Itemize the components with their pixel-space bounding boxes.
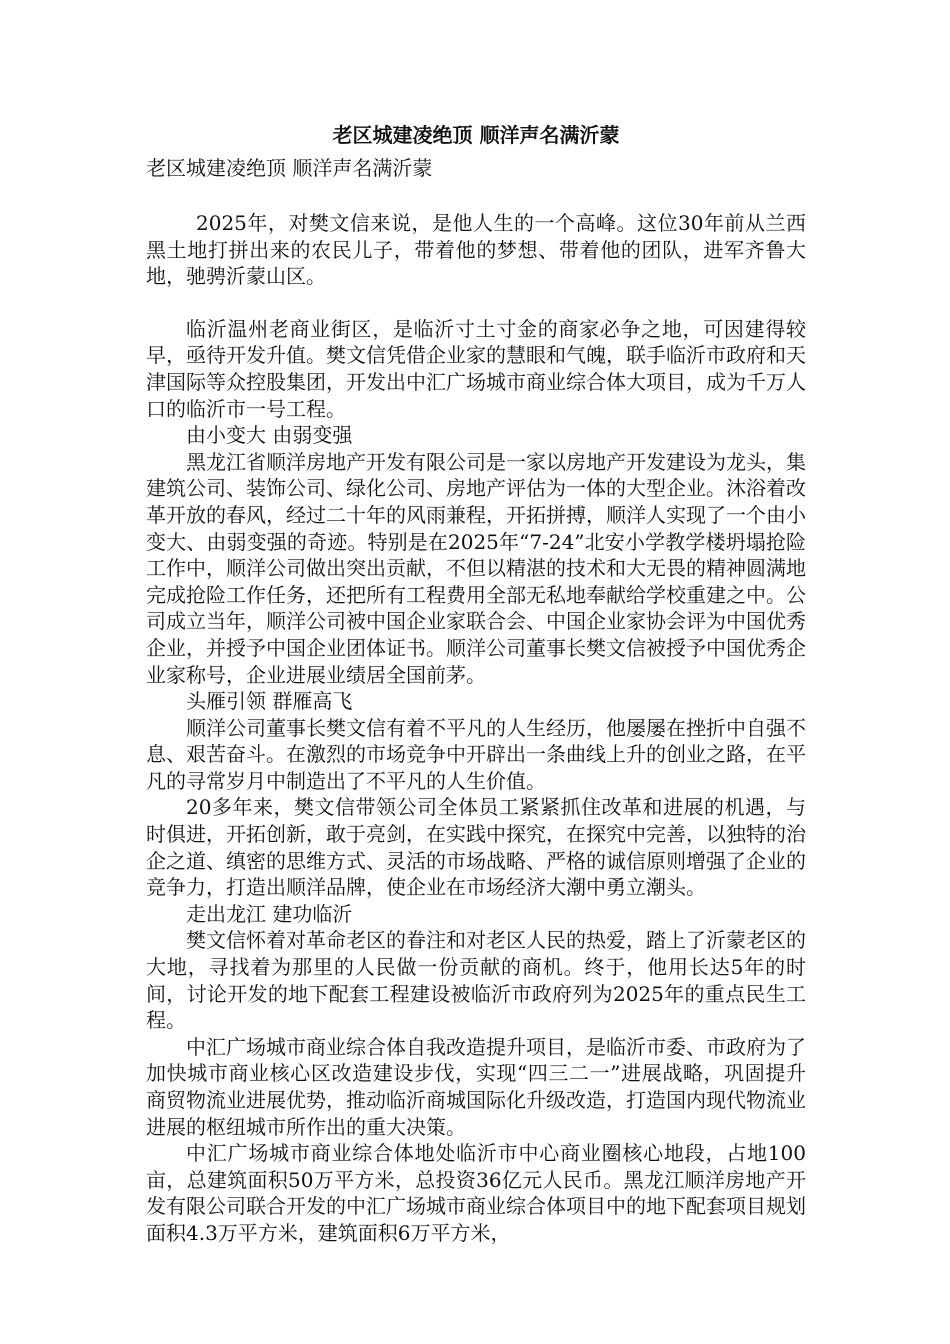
paragraph: 中汇广场城市商业综合体地处临沂市中心商业圈核心地段，占地100亩，总建筑面积50万平方米，总投资36亿元人民币。黑龙江顺洋房地产开发有限公司联合开发的中汇广场城市商业综合体项目中的地下配套项目规划面积4.3万平方米，建筑面积6万平方米，: [146, 1141, 806, 1245]
paragraph: 黑龙江省顺洋房地产开发有限公司是一家以房地产开发建设为龙头，集建筑公司、装饰公司、绿化公司、房地产评估为一体的大型企业。沐浴着改革开放的春风，经过二十年的风雨兼程，开拓拼搏，顺洋人实现了一个由小变大、由弱变强的奇迹。特别是在2025年“7-24”北安小学教学楼坍塌抢险工作中，顺洋公司做出突出贡献，不但以精湛的技术和大无畏的精神圆满地完成抢险工作任务，还把所有工程费用全部无私地奉献给学校重建之中。公司成立当年，顺洋公司被中国企业家联合会、中国企业家协会评为中国优秀企业，并授予中国企业团体证书。顺洋公司董事长樊文信被授予中国优秀企业家称号，企业进展业绩居全国前茅。: [146, 449, 806, 687]
section-heading: 由小变大 由弱变强: [186, 423, 353, 448]
paragraph: 临沂温州老商业街区，是临沂寸土寸金的商家必争之地，可因建得较早，亟待开发升值。樊文信凭借企业家的慧眼和气魄，联手临沂市政府和天津国际等众控股集团，开发出中汇广场城市商业综合体大项目，成为千万人口的临沂市一号工程。: [146, 316, 806, 421]
paragraph: 2025年，对樊文信来说，是他人生的一个高峰。这位30年前从兰西黑土地打拼出来的农民儿子，带着他的梦想、带着他的团队，进军齐鲁大地，驰骋沂蒙山区。: [146, 211, 806, 289]
paragraph: 顺洋公司董事长樊文信有着不平凡的人生经历，他屡屡在挫折中自强不息、艰苦奋斗。在激烈的市场竞争中开辟出一条曲线上升的创业之路，在平凡的寻常岁月中制造出了不平凡的人生价值。: [146, 715, 806, 793]
document-subtitle: 老区城建凌绝顶 顺洋声名满沂蒙: [146, 156, 433, 180]
paragraph: 20多年来，樊文信带领公司全体员工紧紧抓住改革和进展的机遇，与时俱进，开拓创新，敢于亮剑，在实践中探究，在探究中完善，以独特的治企之道、缜密的思维方式、灵活的市场战略、严格的诚信原则增强了企业的竞争力，打造出顺洋品牌，使企业在市场经济大潮中勇立潮头。: [146, 795, 806, 900]
section-heading: 走出龙江 建功临沂: [186, 901, 353, 926]
document-page: [146, 118, 806, 1247]
paragraph: 樊文信怀着对革命老区的眷注和对老区人民的热爱，踏上了沂蒙老区的大地，寻找着为那里的人民做一份贡献的商机。终于，他用长达5年的时间，讨论开发的地下配套工程建设被临沂市政府列为2025年的重点民生工程。: [146, 928, 806, 1033]
paragraph: 中汇广场城市商业综合体自我改造提升项目，是临沂市委、市政府为了加快城市商业核心区改造建设步伐，实现“四三二一”进展战略，巩固提升商贸物流业进展优势，推动临沂商城国际化升级改造，打造国内现代物流业进展的枢纽城市所作出的重大决策。: [146, 1034, 806, 1139]
document-title: 老区城建凌绝顶 顺洋声名满沂蒙: [332, 123, 620, 147]
section-heading: 头雁引领 群雁高飞: [186, 689, 353, 714]
